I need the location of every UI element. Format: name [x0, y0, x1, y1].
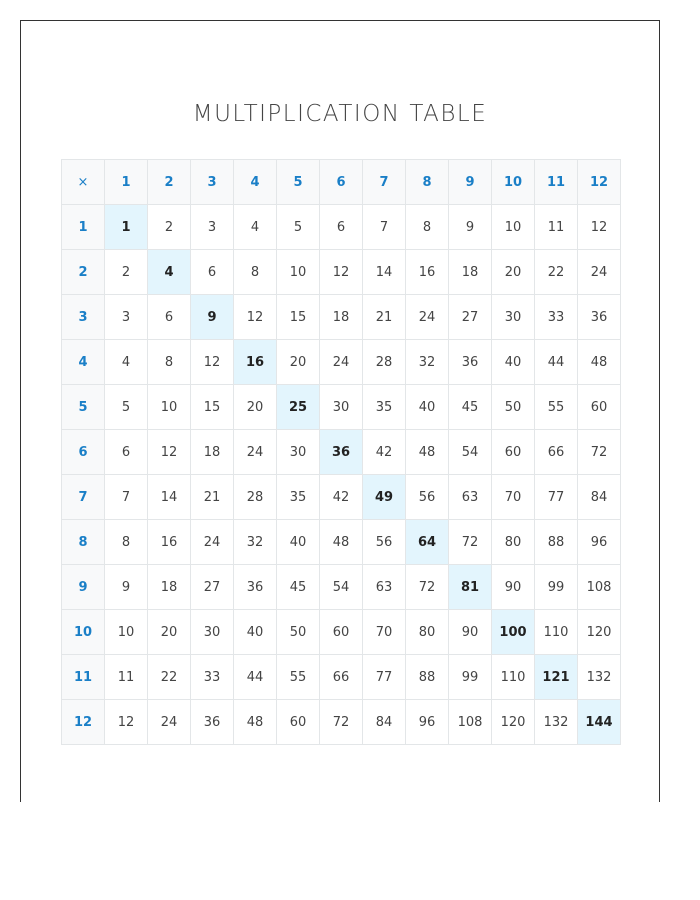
- table-cell: 70: [363, 610, 406, 655]
- table-cell: 72: [406, 565, 449, 610]
- table-cell: 3: [191, 205, 234, 250]
- table-cell: 36: [578, 295, 621, 340]
- table-cell: 90: [492, 565, 535, 610]
- row-header: 4: [62, 340, 105, 385]
- column-header: 10: [492, 160, 535, 205]
- row-header: 12: [62, 700, 105, 745]
- row-header: 9: [62, 565, 105, 610]
- table-cell: 24: [191, 520, 234, 565]
- table-cell: 66: [320, 655, 363, 700]
- table-cell: 28: [234, 475, 277, 520]
- table-cell: 8: [148, 340, 191, 385]
- table-row: [62, 295, 621, 340]
- table-cell: 30: [191, 610, 234, 655]
- table-cell: 30: [277, 430, 320, 475]
- diagonal-cell: 100: [492, 610, 535, 655]
- column-header: 7: [363, 160, 406, 205]
- table-cell: 11: [105, 655, 148, 700]
- table-cell: 48: [406, 430, 449, 475]
- table-cell: 36: [191, 700, 234, 745]
- table-cell: 15: [191, 385, 234, 430]
- table-cell: 30: [320, 385, 363, 430]
- row-header: 5: [62, 385, 105, 430]
- table-cell: 45: [449, 385, 492, 430]
- diagonal-cell: 25: [277, 385, 320, 430]
- diagonal-cell: 81: [449, 565, 492, 610]
- table-cell: 110: [535, 610, 578, 655]
- row-header: 10: [62, 610, 105, 655]
- table-cell: 40: [277, 520, 320, 565]
- table-cell: 72: [320, 700, 363, 745]
- table-cell: 28: [363, 340, 406, 385]
- table-cell: 110: [492, 655, 535, 700]
- table-cell: 27: [449, 295, 492, 340]
- header-row: [62, 160, 621, 205]
- diagonal-cell: 64: [406, 520, 449, 565]
- table-cell: 54: [320, 565, 363, 610]
- table-cell: 18: [320, 295, 363, 340]
- table-cell: 15: [277, 295, 320, 340]
- table-cell: 9: [105, 565, 148, 610]
- table-row: [62, 565, 621, 610]
- column-header: 9: [449, 160, 492, 205]
- table-cell: 60: [277, 700, 320, 745]
- table-body: [62, 205, 621, 745]
- table-cell: 20: [277, 340, 320, 385]
- table-cell: 48: [578, 340, 621, 385]
- table-cell: 96: [578, 520, 621, 565]
- table-cell: 40: [234, 610, 277, 655]
- table-cell: 88: [406, 655, 449, 700]
- table-cell: 12: [105, 700, 148, 745]
- table-cell: 2: [148, 205, 191, 250]
- table-cell: 50: [492, 385, 535, 430]
- table-cell: 132: [578, 655, 621, 700]
- table-cell: 120: [578, 610, 621, 655]
- table-cell: 88: [535, 520, 578, 565]
- table-cell: 2: [105, 250, 148, 295]
- table-cell: 84: [363, 700, 406, 745]
- row-header: 2: [62, 250, 105, 295]
- table-cell: 20: [148, 610, 191, 655]
- table-cell: 8: [234, 250, 277, 295]
- table-cell: 16: [148, 520, 191, 565]
- table-cell: 5: [277, 205, 320, 250]
- row-header: 7: [62, 475, 105, 520]
- table-cell: 70: [492, 475, 535, 520]
- table-cell: 24: [320, 340, 363, 385]
- table-cell: 90: [449, 610, 492, 655]
- table-cell: 60: [492, 430, 535, 475]
- table-cell: 18: [191, 430, 234, 475]
- table-cell: 63: [449, 475, 492, 520]
- table-cell: 35: [277, 475, 320, 520]
- table-cell: 42: [320, 475, 363, 520]
- row-header: 8: [62, 520, 105, 565]
- column-header: 2: [148, 160, 191, 205]
- table-cell: 56: [406, 475, 449, 520]
- table-cell: 18: [148, 565, 191, 610]
- table-cell: 22: [535, 250, 578, 295]
- column-header: 8: [406, 160, 449, 205]
- table-cell: 45: [277, 565, 320, 610]
- table-cell: 24: [406, 295, 449, 340]
- table-row: [62, 205, 621, 250]
- table-cell: 12: [320, 250, 363, 295]
- table-cell: 4: [105, 340, 148, 385]
- table-cell: 14: [363, 250, 406, 295]
- table-cell: 66: [535, 430, 578, 475]
- table-cell: 42: [363, 430, 406, 475]
- table-cell: 32: [406, 340, 449, 385]
- diagonal-cell: 144: [578, 700, 621, 745]
- column-header: 12: [578, 160, 621, 205]
- table-cell: 108: [449, 700, 492, 745]
- table-cell: 55: [535, 385, 578, 430]
- table-row: [62, 520, 621, 565]
- row-header: 6: [62, 430, 105, 475]
- table-cell: 77: [535, 475, 578, 520]
- table-cell: 50: [277, 610, 320, 655]
- table-row: [62, 610, 621, 655]
- column-header: 4: [234, 160, 277, 205]
- table-cell: 108: [578, 565, 621, 610]
- column-header: 1: [105, 160, 148, 205]
- table-row: [62, 655, 621, 700]
- diagonal-cell: 1: [105, 205, 148, 250]
- table-cell: 7: [105, 475, 148, 520]
- table-row: [62, 475, 621, 520]
- diagonal-cell: 121: [535, 655, 578, 700]
- row-header: 11: [62, 655, 105, 700]
- table-cell: 6: [105, 430, 148, 475]
- table-cell: 32: [234, 520, 277, 565]
- table-cell: 20: [492, 250, 535, 295]
- table-row: [62, 700, 621, 745]
- row-header: 1: [62, 205, 105, 250]
- page-frame: [20, 20, 660, 802]
- table-cell: 35: [363, 385, 406, 430]
- table-cell: 99: [449, 655, 492, 700]
- table-cell: 80: [492, 520, 535, 565]
- column-header: 3: [191, 160, 234, 205]
- table-cell: 40: [492, 340, 535, 385]
- table-cell: 14: [148, 475, 191, 520]
- table-cell: 10: [148, 385, 191, 430]
- table-row: [62, 385, 621, 430]
- table-cell: 8: [406, 205, 449, 250]
- table-cell: 11: [535, 205, 578, 250]
- table-cell: 12: [191, 340, 234, 385]
- table-cell: 99: [535, 565, 578, 610]
- table-cell: 22: [148, 655, 191, 700]
- table-cell: 40: [406, 385, 449, 430]
- table-cell: 6: [320, 205, 363, 250]
- table-cell: 12: [148, 430, 191, 475]
- table-cell: 16: [406, 250, 449, 295]
- table-cell: 5: [105, 385, 148, 430]
- column-header: 11: [535, 160, 578, 205]
- table-row: [62, 340, 621, 385]
- table-cell: 120: [492, 700, 535, 745]
- table-cell: 48: [320, 520, 363, 565]
- table-cell: 24: [578, 250, 621, 295]
- table-cell: 9: [449, 205, 492, 250]
- table-cell: 6: [191, 250, 234, 295]
- table-cell: 3: [105, 295, 148, 340]
- diagonal-cell: 9: [191, 295, 234, 340]
- table-cell: 10: [492, 205, 535, 250]
- table-cell: 10: [105, 610, 148, 655]
- table-cell: 44: [234, 655, 277, 700]
- table-cell: 36: [234, 565, 277, 610]
- table-cell: 36: [449, 340, 492, 385]
- table-cell: 33: [191, 655, 234, 700]
- table-cell: 21: [191, 475, 234, 520]
- diagonal-cell: 4: [148, 250, 191, 295]
- diagonal-cell: 49: [363, 475, 406, 520]
- table-cell: 77: [363, 655, 406, 700]
- table-cell: 55: [277, 655, 320, 700]
- table-cell: 21: [363, 295, 406, 340]
- table-cell: 30: [492, 295, 535, 340]
- row-header: 3: [62, 295, 105, 340]
- table-cell: 24: [148, 700, 191, 745]
- table-cell: 72: [449, 520, 492, 565]
- column-header: 6: [320, 160, 363, 205]
- table-cell: 84: [578, 475, 621, 520]
- table-cell: 48: [234, 700, 277, 745]
- table-cell: 63: [363, 565, 406, 610]
- table-row: [62, 250, 621, 295]
- table-cell: 8: [105, 520, 148, 565]
- table-cell: 12: [578, 205, 621, 250]
- table-cell: 54: [449, 430, 492, 475]
- table-cell: 80: [406, 610, 449, 655]
- table-cell: 4: [234, 205, 277, 250]
- table-cell: 132: [535, 700, 578, 745]
- table-cell: 12: [234, 295, 277, 340]
- corner-cell: ×: [62, 160, 105, 205]
- table-cell: 7: [363, 205, 406, 250]
- column-header: 5: [277, 160, 320, 205]
- table-cell: 60: [320, 610, 363, 655]
- table-cell: 24: [234, 430, 277, 475]
- multiplication-table: [61, 159, 621, 745]
- table-cell: 33: [535, 295, 578, 340]
- table-cell: 18: [449, 250, 492, 295]
- page-title: MULTIPLICATION TABLE: [192, 101, 488, 127]
- table-cell: 60: [578, 385, 621, 430]
- diagonal-cell: 16: [234, 340, 277, 385]
- table-cell: 96: [406, 700, 449, 745]
- table-cell: 27: [191, 565, 234, 610]
- table-cell: 6: [148, 295, 191, 340]
- table-cell: 56: [363, 520, 406, 565]
- table-cell: 10: [277, 250, 320, 295]
- table-cell: 44: [535, 340, 578, 385]
- diagonal-cell: 36: [320, 430, 363, 475]
- table-row: [62, 430, 621, 475]
- table-cell: 20: [234, 385, 277, 430]
- table-cell: 72: [578, 430, 621, 475]
